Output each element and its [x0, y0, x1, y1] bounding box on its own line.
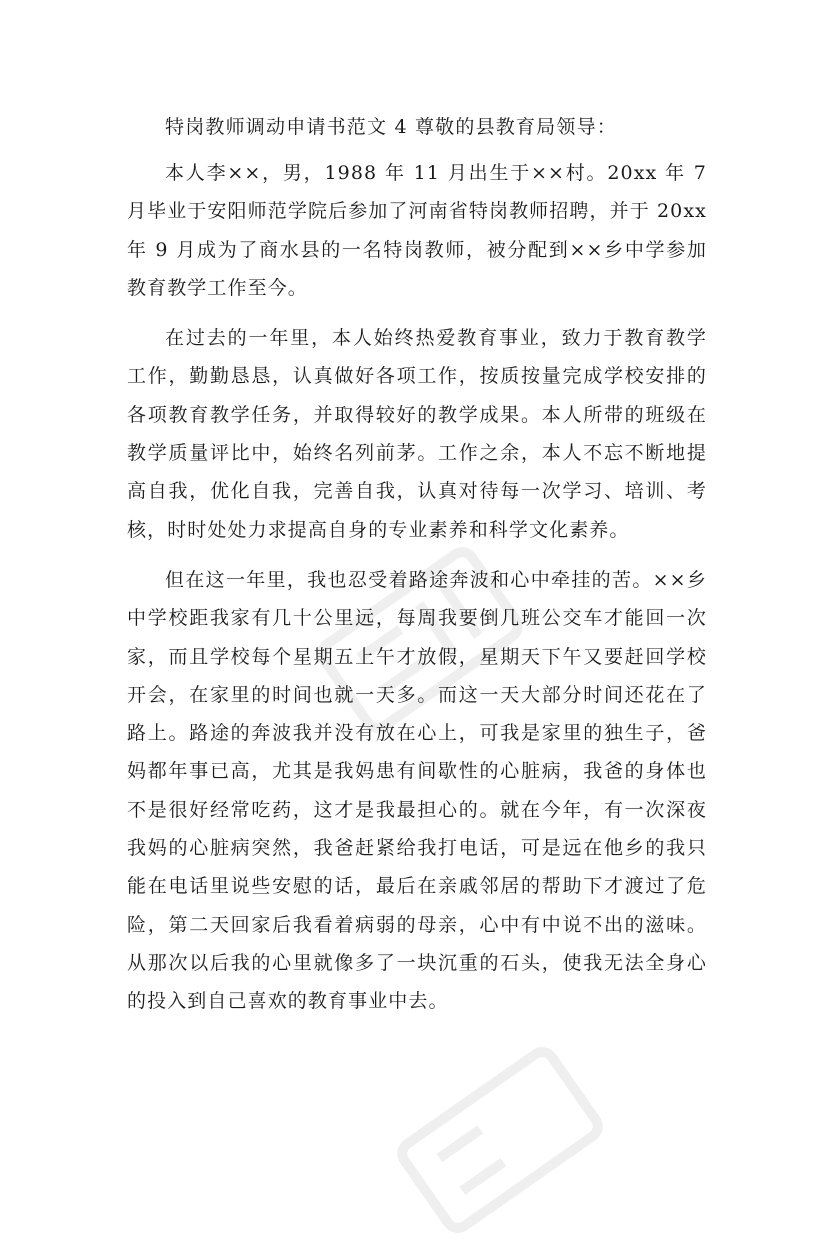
paragraph-family-reason: 但在这一年里，我也忍受着路途奔波和心中牵挂的苦。××乡中学校距我家有几十公里远，每周我要倒几班公交车才能回一次家，而且学校每个星期五上午才放假，星期天下午又要赶回学校开会，在家里的时间也就一天多。而这一天大部分时间还花在了路上。路途的奔波我并没有放在心上，可我是家里的独生子，爸妈都年事已高，尤其是我妈患有间歇性的心脏病，我爸的身体也不是很好经常吃药，这才是我最担心的。就在今年，有一次深夜我妈的心脏病突然，我爸赶紧给我打电话，可是远在他乡的我只能在电话里说些安慰的话，最后在亲戚邻居的帮助下才渡过了危险，第二天回家后我看着病弱的母亲，心中有中说不出的滋味。从那次以后我的心里就像多了一块沉重的石头，使我无法全身心的投入到自己喜欢的教育事业中去。	[127, 568, 707, 1013]
document-body	[127, 108, 707, 1021]
document-title-line: 特岗教师调动申请书范文 4 尊敬的县教育局领导：	[165, 116, 617, 138]
paragraph-work-performance: 在过去的一年里，本人始终热爱教育事业，致力于教育教学工作，勤勤恳恳，认真做好各项工作，按质按量完成学校安排的各项教育教学任务，并取得较好的教学成果。本人所带的班级在教学质量评比中，始终名列前茅。工作之余，本人不忘不断地提高自我，优化自我，完善自我，认真对待每一次学习、培训、考核，时时处处力求提高自身的专业素养和科学文化素养。	[127, 327, 707, 541]
watermark-icon	[380, 1020, 620, 1260]
paragraph-personal-info: 本人李××，男，1988 年 11 月出生于××村。20xx 年 7 月毕业于安阳师范学院后参加了河南省特岗教师招聘，并于 20xx 年 9 月成为了商水县的一名特岗教师，被分配到××乡中学参加教育教学工作至今。	[127, 162, 707, 299]
